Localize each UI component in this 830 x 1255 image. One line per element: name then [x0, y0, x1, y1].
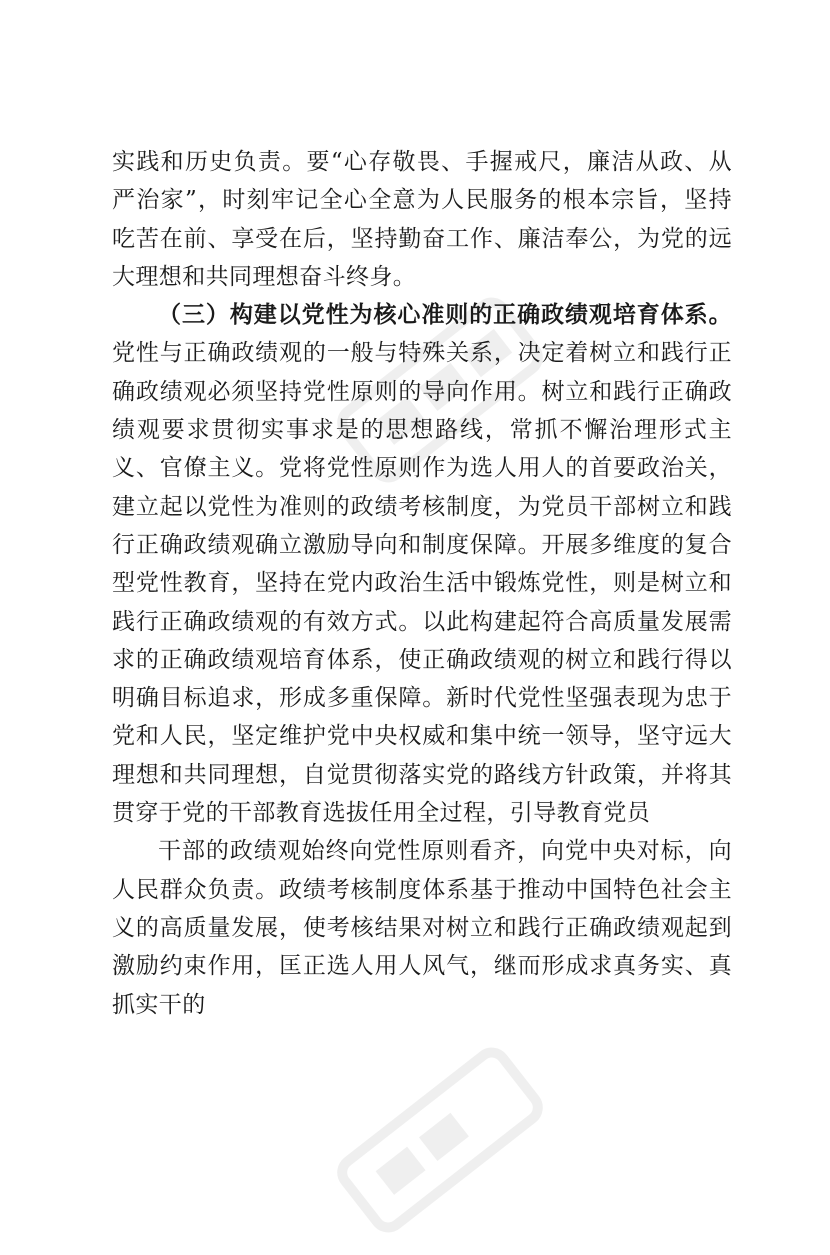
paragraph-3: 干部的政绩观始终向党性原则看齐，向党中央对标，向人民群众负责。政绩考核制度体系基于推动中国特色社会主义的高质量发展，使考核结果对树立和践行正确政绩观起到激励约束作用，匡正选人用人风气，继而形成求真务实、真抓实干的 — [112, 838, 732, 1018]
paragraph-2-body: 党性与正确政绩观的一般与特殊关系，决定着树立和践行正确政绩观必须坚持党性原则的导向作用。树立和践行正确政绩观要求贯彻实事求是的思想路线，常抓不懈治理形式主义、官僚主义。党将党性原则作为选人用人的首要政治关，建立起以党性为准则的政绩考核制度，为党员干部树立和践行正确政绩观确立激励导向和制度保障。开展多维度的复合型党性教育，坚持在党内政治生活中锻炼党性，则是树立和践行正确政绩观的有效方式。以此构建起符合高质量发展需求的正确政绩观培育体系，使正确政绩观的树立和践行得以明确目标追求，形成多重保障。新时代党性坚强表现为忠于党和人民，坚定维护党中央权威和集中统一领导，坚守远大理想和共同理想，自觉贯彻落实党的路线方针政策，并将其贯穿于党的干部教育选拔任用全过程，引导教育党员 — [112, 340, 732, 827]
watermark-logo-icon-bottom — [316, 1025, 563, 1255]
section-heading: （三）构建以党性为核心准则的正确政绩观培育体系。 — [158, 301, 732, 329]
paragraph-2 — [112, 296, 732, 832]
document-body — [112, 143, 732, 1024]
paragraph-1: 实践和历史负责。要“心存敬畏、手握戒尺，廉洁从政、从严治家”，时刻牢记全心全意为人民服务的根本宗旨，坚持吃苦在前、享受在后，坚持勤奋工作、廉洁奉公，为党的远大理想和共同理想奋斗终身。 — [112, 149, 732, 290]
